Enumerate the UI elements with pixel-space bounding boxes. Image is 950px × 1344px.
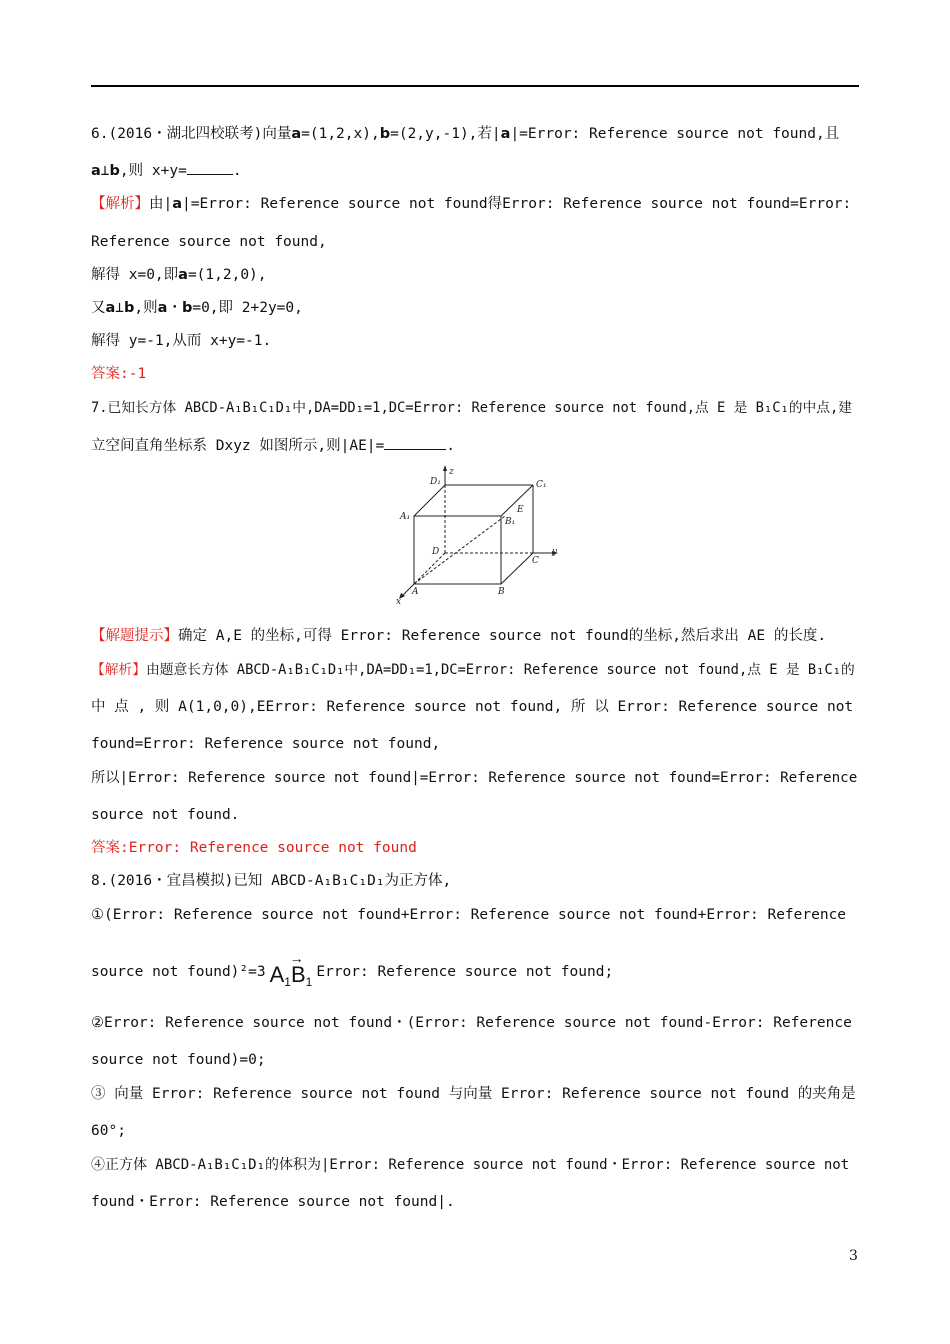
q6-jiexi-line2: Reference source not found, bbox=[91, 234, 327, 250]
ae-segment bbox=[414, 516, 505, 584]
q6-solve-line: 解得 x=0,即a=(1,2,0), bbox=[91, 267, 267, 283]
jiexi-tag: 【解析】 bbox=[91, 196, 149, 212]
label-c: C bbox=[532, 556, 539, 566]
q8-stem: 8.(2016・宜昌模拟)已知 ABCD-A₁B₁C₁D₁为正方体, bbox=[91, 873, 452, 889]
q7-jiexi-line4: 所以|Error: Reference source not found|=Error: Reference source not found=Error: Reference bbox=[91, 770, 858, 786]
q8-option2-line2: source not found)=0; bbox=[91, 1052, 266, 1068]
q6-perp-line: 又a⊥b,则a・b=0,即 2+2y=0, bbox=[91, 300, 303, 316]
q7-hint-line: 【解题提示】确定 A,E 的坐标,可得 Error: Reference source not found的坐标,然后求出 AE 的长度. bbox=[91, 628, 827, 644]
q7-stem-line2: 立空间直角坐标系 Dxyz 如图所示,则|AE|= . bbox=[91, 435, 859, 456]
q7-jiexi-line2: 中 点 , 则 A(1,0,0),EError: Reference source not found, 所 以 Error: Reference source not bbox=[91, 699, 854, 715]
q6-jiexi-line1: 【解析】由|a|=Error: Reference source not found得Error: Reference source not found=Error: bbox=[91, 196, 852, 212]
label-d1: D₁ bbox=[430, 477, 441, 487]
label-e: E bbox=[517, 505, 524, 515]
q8-option3-line2: 60°; bbox=[91, 1123, 126, 1139]
label-z: z bbox=[449, 467, 454, 477]
q6-stem-line1: 6.(2016・湖北四校联考)向量a=(1,2,x),b=(2,y,-1),若|a|=Error: Reference source not found,且 bbox=[91, 126, 840, 142]
q6-stem-line2: a⊥b,则 x+y= . bbox=[91, 160, 859, 181]
vector-a1b1: → $A_1B_1$ bbox=[269, 950, 313, 989]
label-d: D bbox=[432, 547, 440, 557]
label-c1: C₁ bbox=[536, 480, 547, 490]
q8-option1-line2: source not found)²=3 → $A_1B_1Error$: Reference source not found; bbox=[91, 962, 859, 992]
q7-stem-line1: 7.已知长方体 ABCD-A₁B₁C₁D₁中,DA=DD₁=1,DC=Error: Reference source not found,点 E 是 B₁C₁的中点,建 bbox=[91, 400, 853, 416]
label-a1: A₁ bbox=[400, 512, 411, 522]
q6-solve2-line: 解得 y=-1,从而 x+y=-1. bbox=[91, 333, 272, 349]
label-x: x bbox=[396, 597, 402, 607]
q7-answer: 答案:Error: Reference source not found bbox=[91, 840, 417, 856]
header-rule bbox=[91, 85, 859, 87]
q6-answer: 答案:-1 bbox=[91, 366, 147, 382]
q7-jiexi-line3: found=Error: Reference source not found, bbox=[91, 736, 441, 752]
q7-jiexi-line5: source not found. bbox=[91, 807, 240, 823]
q8-option4-line2: found・Error: Reference source not found|. bbox=[91, 1194, 455, 1210]
label-b: B bbox=[498, 587, 505, 597]
q8-option1-line1: ①(Error: Reference source not found+Error: Reference source not found+Error: Reference bbox=[91, 907, 847, 923]
vector-arrow-icon: → bbox=[289, 950, 304, 966]
cuboid-figure bbox=[393, 462, 568, 607]
label-b1: B₁ bbox=[505, 517, 516, 527]
page-number: 3 bbox=[849, 1248, 858, 1264]
answer-blank bbox=[187, 160, 233, 175]
answer-blank bbox=[384, 435, 446, 450]
label-a: A bbox=[412, 587, 419, 597]
hint-tag: 【解题提示】 bbox=[91, 628, 178, 644]
label-y: y bbox=[552, 547, 558, 557]
q8-option3-line1: ③ 向量 Error: Reference source not found 与向量 Error: Reference source not found 的夹角是 bbox=[91, 1086, 856, 1102]
jiexi-tag: 【解析】 bbox=[91, 662, 147, 678]
q7-jiexi-line1: 【解析】由题意长方体 ABCD-A₁B₁C₁D₁中,DA=DD₁=1,DC=Error: Reference source not found,点 E 是 B₁C₁的 bbox=[91, 662, 855, 678]
q8-option2-line1: ②Error: Reference source not found・(Error: Reference source not found-Error: Reference bbox=[91, 1015, 852, 1031]
q8-option4-line1: ④正方体 ABCD-A₁B₁C₁D₁的体积为|Error: Reference source not found・Error: Reference source not bbox=[91, 1157, 850, 1173]
